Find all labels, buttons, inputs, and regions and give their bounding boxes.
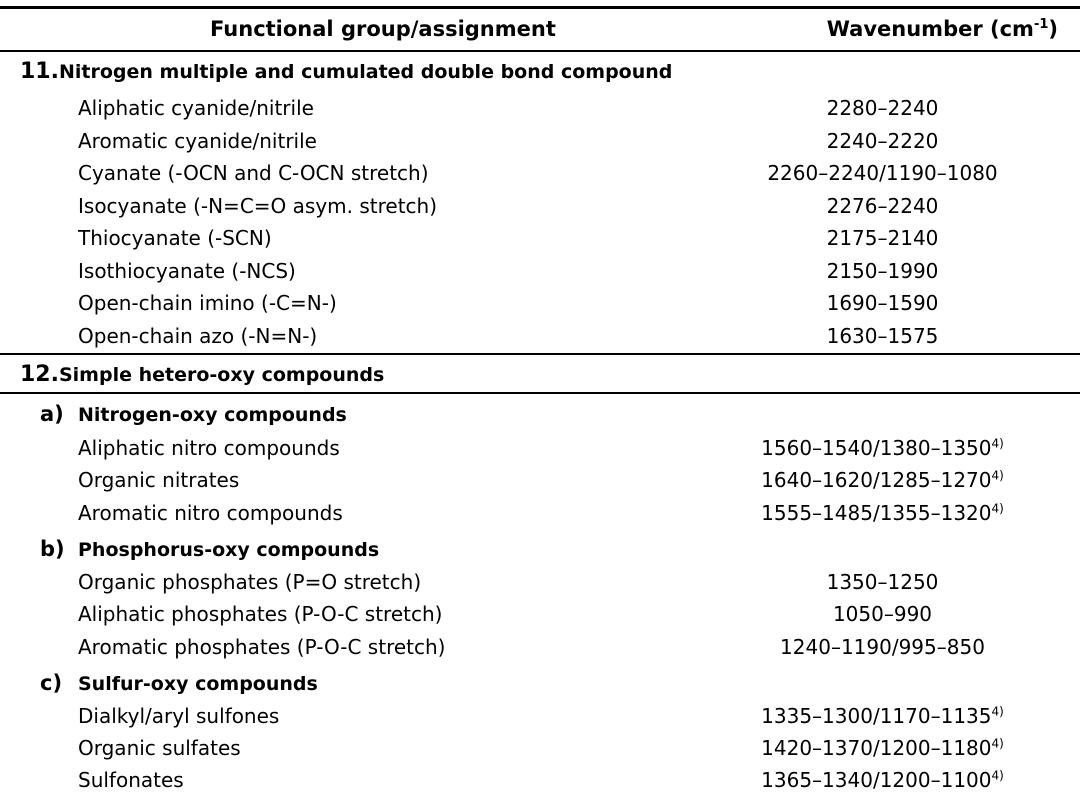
wavenumber-value: 1640–1620/1285–1270 xyxy=(761,468,992,492)
row-wavenumber xyxy=(710,464,1055,496)
row-assignment: Open-chain azo (-N=N-) xyxy=(78,324,318,348)
row-assignment: Open-chain imino (-C=N-) xyxy=(78,291,337,315)
row-assignment: Organic sulfates xyxy=(78,736,241,760)
row-assignment: Aliphatic nitro compounds xyxy=(78,436,340,460)
wavenumber-value: 2260–2240/1190–1080 xyxy=(767,161,998,185)
row-wavenumber xyxy=(710,287,1055,319)
row-assignment: Aromatic phosphates (P-O-C stretch) xyxy=(78,635,446,659)
column-header-assignment: Functional group/assignment xyxy=(210,17,556,41)
row-wavenumber xyxy=(710,190,1055,222)
section-rule xyxy=(0,392,1080,394)
subsection-heading xyxy=(40,667,318,699)
section-number: 11. xyxy=(20,59,59,84)
table-row xyxy=(0,157,1080,189)
row-wavenumber xyxy=(710,92,1055,124)
subsection-letter: c) xyxy=(40,671,63,695)
row-wavenumber xyxy=(710,157,1055,189)
table-row xyxy=(0,92,1080,124)
table-row xyxy=(0,700,1080,732)
subsection-letter: b) xyxy=(40,537,65,561)
table-row xyxy=(0,432,1080,464)
row-wavenumber xyxy=(710,566,1055,598)
row-wavenumber xyxy=(710,764,1055,796)
row-wavenumber xyxy=(710,255,1055,287)
wavenumber-header-text: Wavenumber (cm xyxy=(826,17,1034,41)
row-wavenumber xyxy=(710,631,1055,663)
section-title: Nitrogen multiple and cumulated double bond compound xyxy=(58,61,673,83)
row-wavenumber xyxy=(710,732,1055,764)
section-number: 12. xyxy=(20,362,59,387)
row-assignment: Aromatic cyanide/nitrile xyxy=(78,129,317,153)
row-assignment: Aliphatic phosphates (P-O-C stretch) xyxy=(78,602,443,626)
row-wavenumber xyxy=(710,700,1055,732)
wavenumber-value: 2276–2240 xyxy=(826,194,939,218)
wavenumber-header-unit-exponent: -1 xyxy=(1033,17,1049,32)
column-header-wavenumber xyxy=(827,12,1058,46)
row-wavenumber xyxy=(710,598,1055,630)
wavenumber-value: 1350–1250 xyxy=(826,570,939,594)
header-rule xyxy=(0,50,1080,52)
row-wavenumber xyxy=(710,125,1055,157)
row-assignment: Aliphatic cyanide/nitrile xyxy=(78,96,314,120)
row-assignment: Organic phosphates (P=O stretch) xyxy=(78,570,422,594)
wavenumber-value: 1560–1540/1380–1350 xyxy=(761,436,992,460)
wavenumber-value: 1240–1190/995–850 xyxy=(780,635,985,659)
section-12-heading xyxy=(20,358,384,392)
wavenumber-value: 2280–2240 xyxy=(826,96,939,120)
wavenumber-value: 1050–990 xyxy=(832,602,933,626)
row-assignment: Isocyanate (-N=C=O asym. stretch) xyxy=(78,194,438,218)
footnote-ref: 4) xyxy=(991,768,1004,783)
subsection-title: Nitrogen-oxy compounds xyxy=(78,404,347,426)
table-row xyxy=(0,320,1080,352)
wavenumber-value: 2175–2140 xyxy=(826,226,939,250)
wavenumber-value: 1420–1370/1200–1180 xyxy=(761,736,992,760)
table-row xyxy=(0,222,1080,254)
footnote-ref: 4) xyxy=(991,468,1004,483)
row-assignment: Sulfonates xyxy=(78,768,184,792)
section-rule xyxy=(0,353,1080,355)
row-wavenumber xyxy=(710,432,1055,464)
row-wavenumber xyxy=(710,222,1055,254)
table-row xyxy=(0,764,1080,796)
subsection-title: Phosphorus-oxy compounds xyxy=(78,539,380,561)
row-assignment: Organic nitrates xyxy=(78,468,240,492)
footnote-ref: 4) xyxy=(991,704,1004,719)
table-row xyxy=(0,125,1080,157)
table-row xyxy=(0,598,1080,630)
row-wavenumber xyxy=(710,320,1055,352)
wavenumber-value: 1690–1590 xyxy=(826,291,939,315)
row-assignment: Isothiocyanate (-NCS) xyxy=(78,259,296,283)
wavenumber-value: 1365–1340/1200–1100 xyxy=(761,768,992,792)
wavenumber-header-close: ) xyxy=(1048,17,1058,41)
row-assignment: Cyanate (-OCN and C-OCN stretch) xyxy=(78,161,429,185)
wavenumber-value: 2240–2220 xyxy=(826,129,939,153)
table-top-rule xyxy=(0,6,1080,9)
wavenumber-value: 1335–1300/1170–1135 xyxy=(761,704,992,728)
table-row xyxy=(0,566,1080,598)
footnote-ref: 4) xyxy=(991,736,1004,751)
row-assignment: Aromatic nitro compounds xyxy=(78,501,343,525)
row-assignment: Thiocyanate (-SCN) xyxy=(78,226,272,250)
wavenumber-value: 1630–1575 xyxy=(826,324,939,348)
footnote-ref: 4) xyxy=(991,501,1004,516)
table-row xyxy=(0,497,1080,529)
subsection-title: Sulfur-oxy compounds xyxy=(78,673,318,695)
table-row xyxy=(0,190,1080,222)
row-assignment: Dialkyl/aryl sulfones xyxy=(78,704,280,728)
row-wavenumber xyxy=(710,497,1055,529)
table-row xyxy=(0,732,1080,764)
table-row xyxy=(0,631,1080,663)
section-title: Simple hetero-oxy compounds xyxy=(58,364,385,386)
subsection-heading xyxy=(40,398,347,430)
footnote-ref: 4) xyxy=(991,436,1004,451)
subsection-heading xyxy=(40,533,379,565)
section-11-heading xyxy=(20,55,672,89)
table-row xyxy=(0,255,1080,287)
table-row xyxy=(0,464,1080,496)
table-row xyxy=(0,287,1080,319)
subsection-letter: a) xyxy=(40,402,64,426)
wavenumber-value: 1555–1485/1355–1320 xyxy=(761,501,992,525)
wavenumber-value: 2150–1990 xyxy=(826,259,939,283)
